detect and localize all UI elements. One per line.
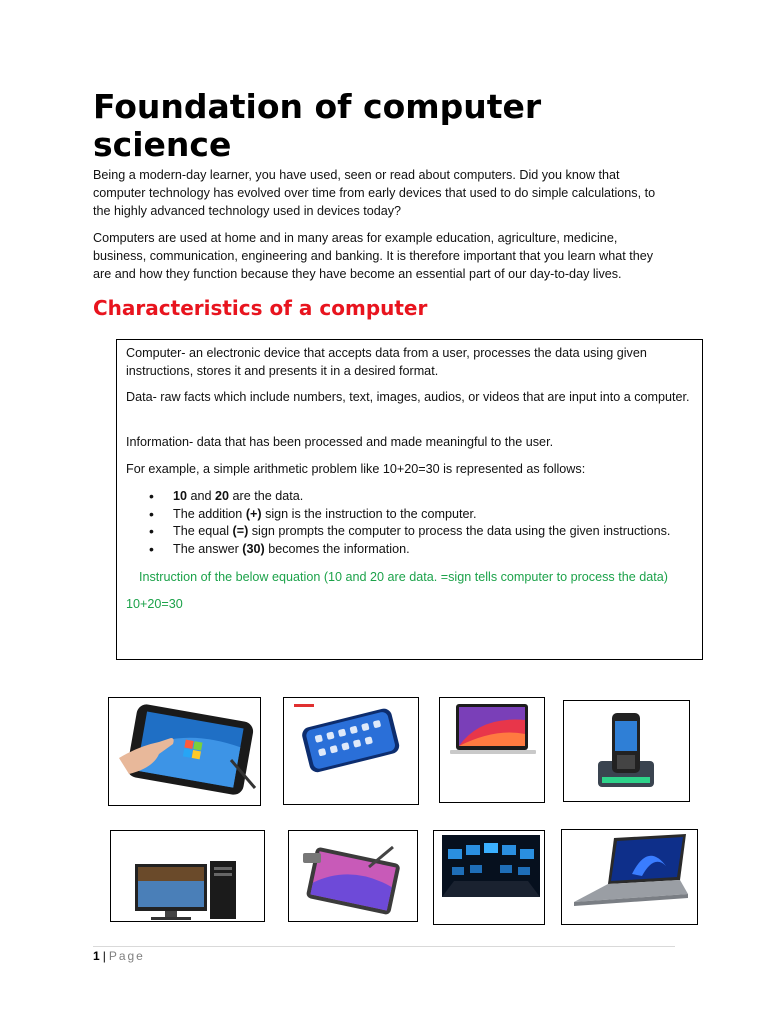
footer-divider <box>93 946 675 947</box>
computer-definition: Computer- an electronic device that accepts data from a user, processes the data using given instructions, stores it and presents it in a desired format. <box>126 346 647 378</box>
bullet-icon: • <box>149 488 154 504</box>
handheld-scanner-icon <box>564 701 690 802</box>
list-item: • The answer (30) becomes the information. <box>149 540 410 557</box>
page-number: 1 <box>93 949 100 963</box>
definitions-box <box>116 339 703 660</box>
laptop-icon <box>440 698 545 803</box>
page-label: Page <box>108 949 145 963</box>
bullet-icon: • <box>149 505 154 522</box>
silver-laptop-image <box>561 829 698 925</box>
tablet-pen-icon <box>289 831 418 922</box>
laptop-image <box>439 697 545 803</box>
smartphone-image <box>283 697 419 805</box>
intro-paragraph-1: Being a modern-day learner, you have used, seen or read about computers. Did you know that computer technology has evolved over time from early devices that used to do simple calculations, to the highly advanced technology used in devices today? <box>93 168 656 218</box>
green-equation: 10+20=30 <box>126 597 183 611</box>
information-definition: Information- data that has been processed and made meaningful to the user. <box>126 435 554 449</box>
list-item: • The equal (=) sign prompts the computer to process the data using the given instructions. <box>149 523 671 540</box>
footer-separator: | <box>102 949 106 963</box>
list-item: • The addition (+) sign is the instruction to the computer. <box>149 505 477 522</box>
example-intro: For example, a simple arithmetic problem like 10+20=30 is represented as follows: <box>126 462 586 476</box>
list-item: • 10 and 20 are the data. <box>149 488 304 504</box>
page-footer <box>93 948 145 964</box>
example-bullet-list <box>147 488 697 558</box>
smartphone-icon <box>284 698 419 805</box>
intro-paragraph-2: Computers are used at home and in many areas for example education, agriculture, medicine, business, communication, engineering and banking. It is therefore important that you learn what they are and how they function because they have become an essential part of our day-to-day lives. <box>93 231 654 281</box>
data-definition: Data- raw facts which include numbers, text, images, audios, or videos that are input into a computer. <box>126 390 690 404</box>
green-instruction: Instruction of the below equation (10 and 20 are data. =sign tells computer to process the data) <box>139 570 668 584</box>
tablet-stylus-icon <box>109 698 261 806</box>
control-room-icon <box>434 831 545 925</box>
bullet-icon: • <box>149 523 154 540</box>
section-heading: Characteristics of a computer <box>93 296 428 320</box>
silver-laptop-icon <box>562 830 698 925</box>
tablet-pen-image <box>288 830 418 922</box>
tablet-stylus-image <box>108 697 261 806</box>
bullet-icon: • <box>149 540 154 557</box>
handheld-scanner-image <box>563 700 690 802</box>
control-room-image <box>433 830 545 925</box>
page-title: Foundation of computer science <box>93 87 542 164</box>
desktop-computer-image <box>110 830 265 922</box>
desktop-computer-icon <box>111 831 265 922</box>
